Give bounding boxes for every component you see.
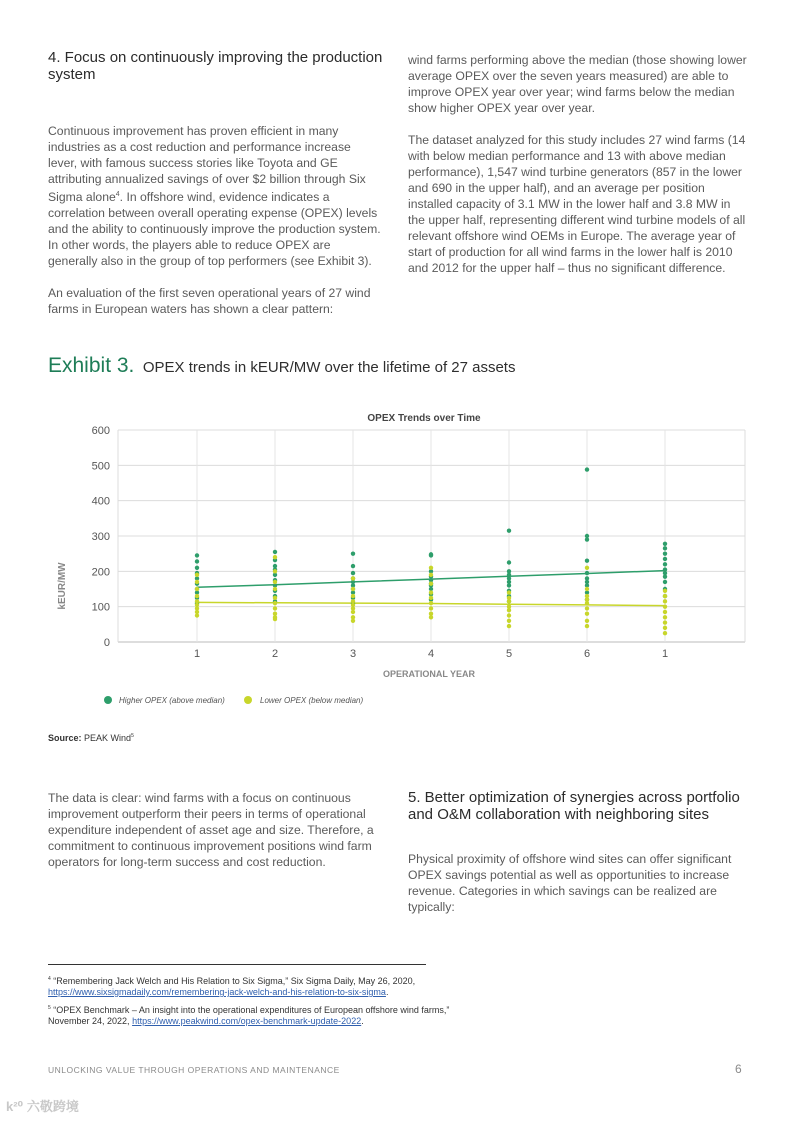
data-point-lower-opex (663, 589, 667, 593)
data-point-lower-opex (273, 601, 277, 605)
data-point-lower-opex (507, 613, 511, 617)
data-point-lower-opex (663, 620, 667, 624)
data-point-lower-opex (195, 580, 199, 584)
data-point-lower-opex (195, 587, 199, 591)
data-point-higher-opex (663, 562, 667, 566)
y-tick-label: 500 (91, 460, 110, 473)
data-point-lower-opex (429, 601, 433, 605)
section-4-paragraph-2: An evaluation of the first seven operational years of 27 wind farms in European waters has shown a clear pattern: (48, 286, 371, 317)
y-tick-label: 300 (91, 531, 110, 543)
y-tick-label: 0 (103, 637, 110, 649)
data-point-higher-opex (195, 566, 199, 570)
x-tick-label: 5 (505, 648, 513, 660)
data-point-lower-opex (663, 626, 667, 630)
data-point-lower-opex (507, 590, 511, 594)
data-point-lower-opex (273, 617, 277, 621)
exhibit-title (48, 354, 515, 378)
data-point-lower-opex (585, 601, 589, 605)
y-tick-label: 200 (91, 566, 110, 579)
data-point-lower-opex (663, 604, 667, 608)
data-point-higher-opex (663, 542, 667, 546)
footnote-ref-4[interactable]: 4 (115, 191, 120, 198)
data-point-higher-opex (585, 467, 589, 471)
data-point-lower-opex (351, 610, 355, 614)
data-point-higher-opex (351, 571, 355, 575)
data-point-lower-opex (429, 573, 433, 577)
data-point-lower-opex (351, 576, 355, 580)
conclusion-paragraph: The data is clear: wind farms with a focus on continuous improvement outperform their peers in terms of operational expenditure independent of asset age and size. Therefore, a commitment to continuous improvement positions wind farm operators for long-term success and cost reduction. (48, 791, 374, 869)
section-4-paragraph-4: The dataset analyzed for this study includes 27 wind farms (14 with below median performance and 13 with above median performance), 1,547 wind turbine generators (857 in the lower and 690 in the upper half), and an average per position installed capacity of 3.1 MW in the lower half and 3.8 MW in the upper half, representing different wind turbine models of all relevant offshore wind OEMs in Europe. The average year of start of production for all wind farms in the lower half is 2010 and 2012 for the upper half – thus no significant difference. (408, 133, 746, 275)
data-point-lower-opex (273, 606, 277, 610)
data-point-higher-opex (585, 571, 589, 575)
data-point-lower-opex (273, 596, 277, 600)
data-point-lower-opex (507, 619, 511, 623)
data-point-lower-opex (429, 615, 433, 619)
footnote-5-link[interactable]: https://www.peakwind.com/opex-benchmark-update-2022 (132, 1016, 362, 1026)
data-point-higher-opex (663, 557, 667, 561)
data-point-lower-opex (429, 606, 433, 610)
data-point-lower-opex (429, 566, 433, 570)
x-tick-label: 2 (271, 648, 279, 660)
section-4-paragraph-1: Continuous improvement has proven efficient in many industries as a cost reduction and performance increase lever, with famous success stories like Toyota and GE attributing annualized savings of over $2 billion through Six Sigma alone$^4$. In offshore wind, evidence indicates a correlation between overall operating expense (OPEX) levels and the ability to continuously improve the production system. In other words, the players able to reduce OPEX are generally also in the group of top performers (see Exhibit 3). (48, 124, 381, 269)
data-point-higher-opex (663, 574, 667, 578)
section-5-paragraph: Physical proximity of offshore wind sites can offer significant OPEX savings potential as well as opportunities to increase revenue. Categories in which savings can be realized are typically: (408, 852, 732, 914)
data-point-lower-opex (273, 580, 277, 584)
y-axis-ticks (92, 425, 110, 649)
section-4-right-column (408, 52, 748, 276)
data-point-higher-opex (351, 551, 355, 555)
section-5-heading: 5. Better optimization of synergies across portfolio and O&M collaboration with neighboring sites (408, 789, 740, 823)
chart-source: Source: PEAK Wind$^5$ (48, 733, 134, 743)
data-point-higher-opex (195, 559, 199, 563)
data-point-lower-opex (585, 619, 589, 623)
data-point-lower-opex (429, 590, 433, 594)
data-point-lower-opex (195, 594, 199, 598)
data-point-higher-opex (507, 583, 511, 587)
x-tick-label: 6 (583, 648, 591, 660)
y-tick-label: 400 (91, 495, 110, 508)
data-point-lower-opex (429, 582, 433, 586)
page-number: 6 (735, 1062, 742, 1076)
data-point-lower-opex (351, 619, 355, 623)
data-point-higher-opex (663, 580, 667, 584)
y-tick-label: 600 (91, 425, 110, 437)
data-point-lower-opex (273, 555, 277, 559)
data-point-higher-opex (273, 550, 277, 554)
section-4-left-column (48, 50, 383, 317)
x-tick-label: 1 (661, 648, 669, 660)
data-point-lower-opex (663, 599, 667, 603)
exhibit-label: Exhibit 3. (48, 354, 135, 377)
data-point-higher-opex (507, 529, 511, 533)
x-axis-label: OPERATIONAL YEAR (382, 669, 476, 679)
legend-label-higher-opex: Higher OPEX (above median) (119, 696, 225, 705)
x-axis-ticks (194, 648, 668, 660)
data-point-lower-opex (663, 610, 667, 614)
data-point-lower-opex (585, 606, 589, 610)
data-point-lower-opex (507, 624, 511, 628)
data-point-lower-opex (195, 573, 199, 577)
data-point-lower-opex (351, 587, 355, 591)
data-point-higher-opex (585, 559, 589, 563)
data-point-lower-opex (663, 615, 667, 619)
chart-legend (104, 696, 363, 705)
footer-title: UNLOCKING VALUE THROUGH OPERATIONS AND MAINTENANCE (48, 1065, 340, 1075)
section-5-column (408, 790, 748, 915)
y-axis-label: kEUR/MW (57, 562, 68, 610)
data-point-lower-opex (429, 596, 433, 600)
footnote-4-link[interactable]: https://www.sixsigmadaily.com/remembering-jack-welch-and-his-relation-to-six-sigma (48, 987, 386, 997)
data-point-higher-opex (585, 537, 589, 541)
data-point-lower-opex (507, 608, 511, 612)
data-point-higher-opex (663, 551, 667, 555)
watermark-logo: k²⁰ 六敬跨境 (6, 1099, 79, 1114)
data-point-lower-opex (273, 587, 277, 591)
footnote-5: $^5$ “OPEX Benchmark – An insight into the operational expenditures of European offshore wind farms,” November 24, 2022, https://www.peakwind.com/opex-benchmark-update-2022. (48, 1005, 450, 1026)
section-4-heading: 4. Focus on continuously improving the production system (48, 49, 383, 83)
data-point-lower-opex (663, 594, 667, 598)
data-point-higher-opex (195, 553, 199, 557)
legend-marker-lower-opex (244, 696, 252, 704)
data-point-lower-opex (507, 599, 511, 603)
x-tick-label: 4 (427, 648, 435, 660)
data-point-lower-opex (273, 569, 277, 573)
data-point-higher-opex (663, 546, 667, 550)
legend-label-lower-opex: Lower OPEX (below median) (260, 696, 364, 705)
section-4-paragraph-3: wind farms performing above the median (those showing lower average OPEX over the seven years measured) are able to improve OPEX year over year; wind farms below the median show higher OPEX year over year. (408, 53, 747, 115)
data-point-lower-opex (585, 624, 589, 628)
data-point-lower-opex (585, 612, 589, 616)
chart-title: OPEX Trends over Time (367, 413, 481, 424)
legend-marker-higher-opex (104, 696, 112, 704)
data-point-higher-opex (429, 553, 433, 557)
footnote-divider (48, 964, 426, 965)
data-point-lower-opex (585, 566, 589, 570)
conclusion-column (48, 790, 383, 870)
data-point-higher-opex (507, 560, 511, 564)
data-point-lower-opex (585, 587, 589, 591)
data-point-lower-opex (663, 631, 667, 635)
data-point-lower-opex (195, 613, 199, 617)
x-tick-label: 3 (349, 648, 357, 660)
y-tick-label: 100 (91, 601, 110, 614)
data-point-higher-opex (351, 564, 355, 568)
opex-scatter-chart (40, 400, 760, 720)
x-tick-label: 1 (193, 648, 201, 660)
exhibit-subtitle: OPEX trends in kEUR/MW over the lifetime of 27 assets (142, 359, 516, 376)
data-point-lower-opex (351, 594, 355, 598)
footnote-4: $^4$ “Remembering Jack Welch and His Relation to Six Sigma,” Six Sigma Daily, May 26, 2020, https://www.sixsigmadaily.com/remembering-jack-welch-and-his-relation-to-six-sigma. (48, 976, 416, 997)
